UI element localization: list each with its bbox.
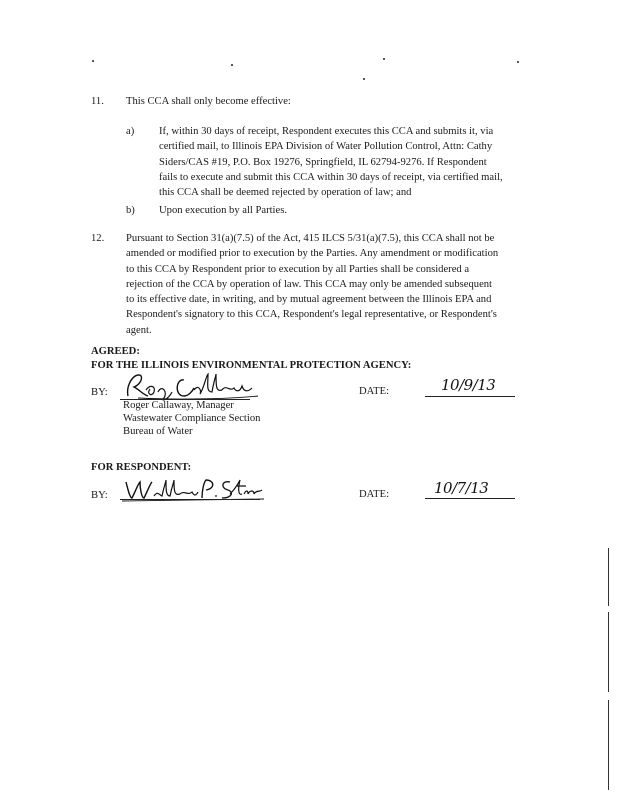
agency-signer-section: Wastewater Compliance Section [123,413,261,424]
item-11b-text: Upon execution by all Parties. [159,205,287,216]
text-line: Siders/CAS #19, P.O. Box 19276, Springfield, IL 62794-9276. If Respondent [159,156,487,168]
text-line: fails to execute and submit this CCA within 30 days of receipt, via certified mail, [159,171,503,183]
scan-margin-mark [608,612,609,692]
scan-margin-mark [608,548,609,606]
text-line: Respondent's signatory to this CCA, Respondent's legal representative, or Respondent's [126,309,497,321]
agency-by-label: BY: [91,387,108,398]
item-11b-label: b) [126,205,135,216]
agency-date-label: DATE: [359,386,390,397]
text-line: rejection of the CCA by operation of law. This CCA may only be amended subsequent [126,278,493,290]
agency-date-line [425,396,515,397]
respondent-signature-line [120,499,260,500]
text-line: to this CCA by Respondent prior to execution by all Parties shall be considered a [126,263,470,275]
item-12-text [126,231,536,338]
item-11a-label: a) [126,126,135,137]
text-line: If, within 30 days of receipt, Respondent executes this CCA and submits it, via [159,126,494,137]
scan-speck [383,58,385,60]
text-line: Pursuant to Section 31(a)(7.5) of the Act, 415 ILCS 5/31(a)(7.5), this CCA shall not be [126,233,495,244]
text-line: certified mail, to Illinois EPA Division of Water Pollution Control, Attn: Cathy [159,141,493,153]
text-line: agent. [126,324,152,336]
item-11a-text [159,124,539,200]
item-11-intro: This CCA shall only become effective: [126,96,291,107]
respondent-heading: FOR RESPONDENT: [91,462,192,473]
agency-signer-name: Roger Callaway, Manager [123,400,234,411]
agency-heading: FOR THE ILLINOIS ENVIRONMENTAL PROTECTION AGENCY: [91,360,412,371]
text-line: amended or modified prior to execution by the Parties. Any amendment or modification [126,248,499,260]
agreed-heading: AGREED: [91,346,140,357]
text-line: this CCA shall be deemed rejected by operation of law; and [159,187,412,199]
item-12-number: 12. [91,233,105,244]
scan-speck [92,60,94,62]
scan-speck [363,78,365,80]
item-11-number: 11. [91,96,104,107]
respondent-date-line [425,498,515,499]
respondent-date-value: 10/7/13 [434,479,489,497]
respondent-date-label: DATE: [359,489,390,500]
respondent-by-label: BY: [91,490,108,501]
text-line: to its effective date, in writing, and by mutual agreement between the Illinois EPA and [126,294,492,306]
agency-date-value: 10/9/13 [441,376,496,394]
scan-margin-mark [608,700,609,790]
scan-speck [517,61,519,63]
scan-speck [231,64,233,66]
agency-signer-bureau: Bureau of Water [123,426,193,437]
